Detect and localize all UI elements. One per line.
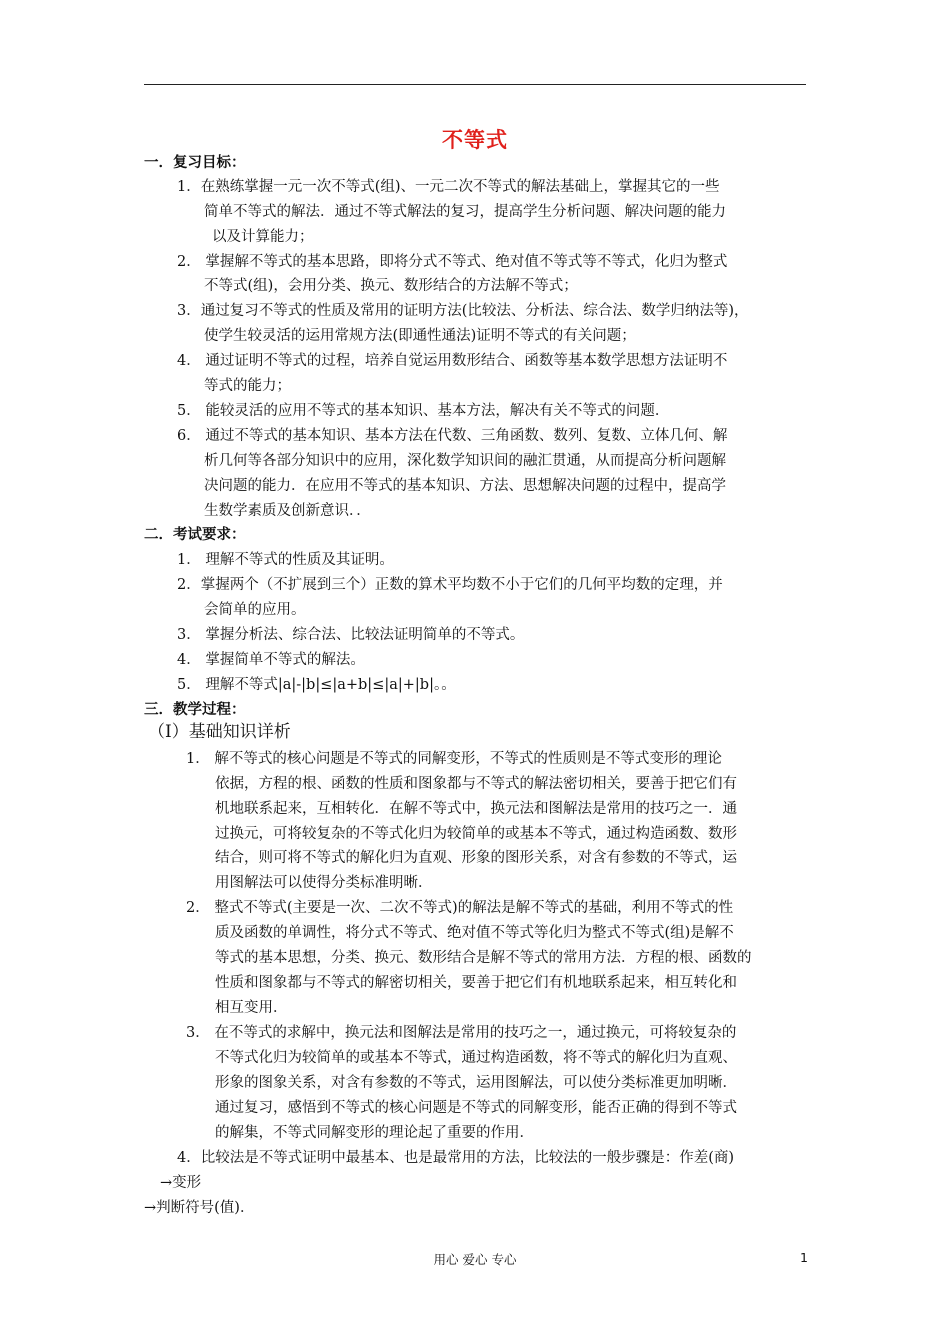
s3-line: 机地联系起来，互相转化．在解不等式中，换元法和图解法是常用的技巧之一．通 bbox=[215, 801, 737, 817]
subsection-heading: （Ⅰ）基础知识详析 bbox=[148, 722, 291, 742]
s3-line: 相互变用． bbox=[215, 1000, 288, 1016]
s1-line: 决问题的能力．在应用不等式的基本知识、方法、思想解决问题的过程中，提高学 bbox=[204, 478, 726, 494]
s3-line: 结合，则可将不等式的解化归为直观、形象的图形关系，对含有参数的不等式，运 bbox=[215, 850, 737, 866]
s3-line: 形象的图象关系，对含有参数的不等式，运用图解法，可以使分类标准更加明晰． bbox=[215, 1075, 737, 1091]
section-2-heading: 二．考试要求： bbox=[144, 527, 246, 543]
s1-line: 生数学素质及创新意识．． bbox=[204, 503, 371, 519]
s1-line: 5． 能较灵活的应用不等式的基本知识、基本方法，解决有关不等式的问题． bbox=[177, 403, 670, 419]
s3-line: 质及函数的单调性，将分式不等式、绝对值不等式等化归为整式不等式(组)是解不 bbox=[215, 925, 734, 941]
s1-line: 2． 掌握解不等式的基本思路，即将分式不等式、绝对值不等式等不等式，化归为整式 bbox=[177, 254, 728, 270]
s2-line: 5． 理解不等式|a|-|b|≤|a+b|≤|a|+|b|。。 bbox=[177, 677, 456, 693]
s3-line: 2． 整式不等式(主要是一次、二次不等式)的解法是解不等式的基础，利用不等式的性 bbox=[186, 900, 734, 916]
s1-line: 4． 通过证明不等式的过程，培养自觉运用数形结合、函数等基本数学思想方法证明不 bbox=[177, 353, 728, 369]
s2-line: 会简单的应用。 bbox=[204, 602, 306, 618]
s2-line: 1． 理解不等式的性质及其证明。 bbox=[177, 552, 394, 568]
section-3-heading: 三．教学过程： bbox=[144, 702, 246, 718]
header-rule bbox=[144, 84, 806, 85]
s1-line: 不等式(组)，会用分类、换元、数形结合的方法解不等式； bbox=[204, 278, 578, 294]
s3-line: 依据，方程的根、函数的性质和图象都与不等式的解法密切相关，要善于把它们有 bbox=[215, 776, 737, 792]
page-number: 1 bbox=[800, 1250, 808, 1265]
s3-line: 不等式化归为较简单的或基本不等式，通过构造函数，将不等式的解化归为直观、 bbox=[215, 1050, 737, 1066]
section-1-heading: 一．复习目标： bbox=[144, 155, 246, 171]
s3-line: 3． 在不等式的求解中，换元法和图解法是常用的技巧之一，通过换元，可将较复杂的 bbox=[186, 1025, 737, 1041]
s2-line: 4． 掌握简单不等式的解法。 bbox=[177, 652, 365, 668]
s3-line: 用图解法可以使得分类标准明晰． bbox=[215, 875, 433, 891]
s3-line: 过换元，可将较复杂的不等式化归为较简单的或基本不等式，通过构造函数、数形 bbox=[215, 826, 737, 842]
s2-line: 3． 掌握分析法、综合法、比较法证明简单的不等式。 bbox=[177, 627, 525, 643]
s3-line: 通过复习，感悟到不等式的核心问题是不等式的同解变形，能否正确的得到不等式 bbox=[215, 1100, 737, 1116]
s1-line: 简单不等式的解法．通过不等式解法的复习，提高学生分析问题、解决问题的能力 bbox=[204, 204, 726, 220]
s1-line: 6． 通过不等式的基本知识、基本方法在代数、三角函数、数列、复数、立体几何、解 bbox=[177, 428, 728, 444]
s2-line: 2．掌握两个（不扩展到三个）正数的算术平均数不小于它们的几何平均数的定理，并 bbox=[177, 577, 723, 593]
s3-line: 的解集，不等式同解变形的理论起了重要的作用． bbox=[215, 1125, 534, 1141]
s1-line: 使学生较灵活的运用常规方法(即通性通法)证明不等式的有关问题； bbox=[204, 328, 636, 344]
s1-line: 析几何等各部分知识中的应用，深化数学知识间的融汇贯通，从而提高分析问题解 bbox=[204, 453, 726, 469]
s3-line: 1． 解不等式的核心问题是不等式的同解变形，不等式的性质则是不等式变形的理论 bbox=[186, 751, 722, 767]
s3-line: 等式的基本思想，分类、换元、数形结合是解不等式的常用方法．方程的根、函数的 bbox=[215, 950, 752, 966]
page-footer: 用心 爱心 专心 bbox=[433, 1252, 517, 1267]
s1-line: 等式的能力； bbox=[204, 378, 291, 394]
s3-line: →变形 bbox=[160, 1175, 202, 1191]
document-title: 不等式 bbox=[442, 128, 508, 152]
s3-line: 4．比较法是不等式证明中最基本、也是最常用的方法，比较法的一般步骤是：作差(商) bbox=[177, 1150, 735, 1166]
s1-line: 1．在熟练掌握一元一次不等式(组)、一元二次不等式的解法基础上，掌握其它的一些 bbox=[177, 179, 720, 195]
s1-line: 以及计算能力； bbox=[212, 229, 314, 245]
s3-line: 性质和图象都与不等式的解密切相关，要善于把它们有机地联系起来，相互转化和 bbox=[215, 975, 737, 991]
s3-line: →判断符号(值)． bbox=[144, 1200, 255, 1216]
s1-line: 3．通过复习不等式的性质及常用的证明方法(比较法、分析法、综合法、数学归纳法等)， bbox=[177, 303, 749, 319]
